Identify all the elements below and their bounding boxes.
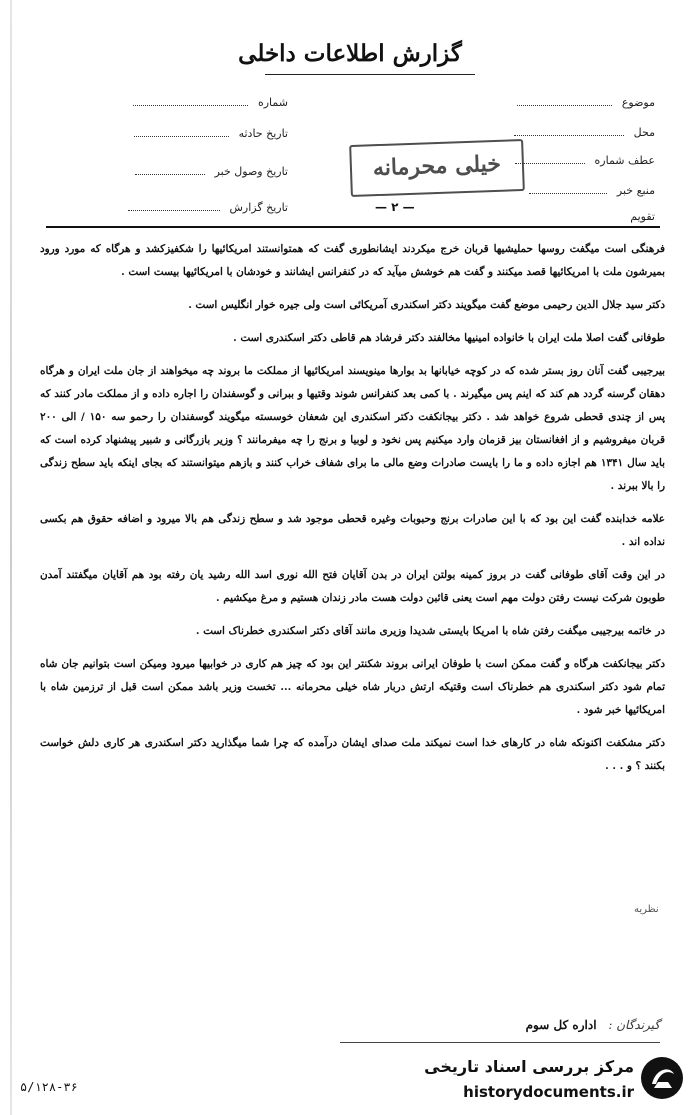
field-incident-date-line (134, 127, 229, 137)
margin-note: نظریه (634, 904, 659, 915)
paragraph: دکتر سید جلال الدین رحیمی موضع گفت میگویند دکتر اسکندری آمریکائی است ولی جیره خوار انگلیس است . (188, 299, 665, 311)
field-reference-label: عطف شماره (594, 154, 655, 167)
title-underline (265, 74, 475, 75)
field-report-date (128, 201, 288, 214)
watermark-url: historydocuments.ir (463, 1083, 634, 1101)
classification-stamp: خیلی محرمانه (349, 139, 525, 197)
paragraph: فرهنگی است میگفت روسها حملیشیها قربان خرج میکردند ایشانطوری گفت که همتوانستند امریکائیها را شکفیزکشد و هرگاه که مورد ورود بمیرشون ملت با امریکائیها قصد میکنند و گفت هم خوشش میآید که در کنفرانس ایشانند و خودشان با امریکائیها بیست است . (40, 243, 665, 278)
field-report-date-line (128, 201, 220, 211)
paragraph: دکتر بیجانکفت هرگاه و گفت ممکن است با طوفان ایرانی بروند شکنتر این بود که چیز هم کاری در خوابیها میرود ومیکن است بتوانیم جان شاه تمام شود دکتر اسکندری هم خطرناک است وقتیکه ارتش دربار شاه خیلی محرمانه ... تخست وزیر باشد ممکن است قبل از ترزمین شاه با امریکائیها خبر شود . (40, 658, 666, 716)
header-divider (46, 226, 660, 228)
paragraph: بیرجیبی گفت آنان روز بستر شده که در کوچه خیابانها بد بوارها مینویسند امریکائیها از مملکت ما بروند چه میخواهند از جان ملت ایران و هرگاه دهقان گرسنه گردد هم کند که اینم پس میگیرند . با کمی بعد کنفرانس شوند وقتیها و ببرانی و گوسفندان را اجاره داده و از مملکت مادر کنند که پس از چندی قحطی شروع خواهد شد . دکتر بیجانکفت دکتر اسکندری این شعفان خوسسته میگویند گوسفندان را رحمو سه ۱۵۰ / الی ۲۰۰ قربان میفروشیم و از افغانستان بیز قزمان وارد میکنیم پس نخود و لوبیا و برنج را چه میفرمانند ؟ وزیر بازرگانی و شبیر پیشنهاد کرده است که باید سال ۱۳۴۱ هم اجازه داده و ما را بایست صادرات وضع مالی ما برای شفاف خراب کنند و بازهم میتوانستند که بجای اینکه باید سطح زندگی را بالا ببرند . (40, 365, 665, 492)
watermark-org-name: مرکز بررسی اسناد تاریخی (424, 1057, 634, 1076)
field-receipt-date-label: تاریخ وصول خبر (214, 165, 288, 178)
paragraph: در خاتمه بیرجیبی میگفت رفتن شاه با امریکا بایستی شدیدا وزیری مانند آقای دکتر اسکندری خطرناک است . (195, 625, 665, 637)
field-news-source (529, 184, 655, 197)
archive-logo-icon (638, 1054, 686, 1102)
paragraph: علامه خدابنده گفت این بود که با این صادرات برنج وحبوبات وغیره قحطی موجود شد و سطح زندگی هم بالا میرود و اضافه حقوق هم بکسی نداده اند . (40, 513, 665, 548)
form-title: گزارش اطلاعات داخلی (238, 40, 462, 67)
stamp-page-mark: — ۲ — (375, 200, 415, 214)
recipients-line (0, 1018, 660, 1032)
paragraph: در این وقت آقای طوفانی گفت در بروز کمینه بولتن ایران در بدن آقایان فتح الله نوری اسد الله رشید یان رفته بود هم آقایان میگفتند آمدن طوبون شرکت نیست رفتن دولت مهم است یعنی قائبن دولت هست مادر زندان هستیم و مرغ میکشیم . (40, 569, 665, 604)
field-evaluation-label: تقویم (630, 210, 655, 223)
field-number-line (133, 96, 248, 106)
document-number: ۵/۱۲۸-۳۶ (20, 1080, 78, 1094)
field-receipt-date-line (135, 165, 205, 175)
field-number (133, 96, 288, 109)
recipients-underline (340, 1042, 660, 1043)
field-subject (517, 96, 655, 109)
field-number-label: شماره (257, 96, 288, 109)
field-evaluation (621, 210, 655, 223)
field-incident-date-label: تاریخ حادثه (238, 127, 288, 140)
field-location-label: محل (633, 126, 655, 139)
field-source-line (529, 184, 607, 194)
field-subject-label: موضوع (621, 96, 655, 109)
field-reference-number (515, 154, 655, 167)
paragraph: دکتر مشکفت اکنونکه شاه در کارهای خدا است نمیکند ملت صدای ایشان درآمده که چرا شما میگذارید دکتر اسکندری هر کاری دلش خواست بکنند ؟ و . . . (40, 737, 665, 772)
field-location-line (514, 126, 624, 136)
scan-edge (10, 0, 12, 1115)
report-body (40, 238, 665, 788)
recipients-label: گیرندگان : (608, 1018, 660, 1032)
field-subject-line (517, 96, 612, 106)
recipients-value: اداره کل سوم (525, 1018, 597, 1032)
field-receipt-date (135, 165, 288, 178)
field-reference-line (515, 154, 585, 164)
field-source-label: منبع خبر (616, 184, 655, 197)
field-location (514, 126, 655, 139)
field-incident-date (134, 127, 288, 140)
paragraph: طوفانی گفت اصلا ملت ایران با خانواده امینیها مخالفند دکتر فرشاد هم قاطی دکتر اسکندری است . (233, 332, 665, 344)
archive-watermark (405, 1050, 690, 1108)
field-report-date-label: تاریخ گزارش (229, 201, 288, 214)
